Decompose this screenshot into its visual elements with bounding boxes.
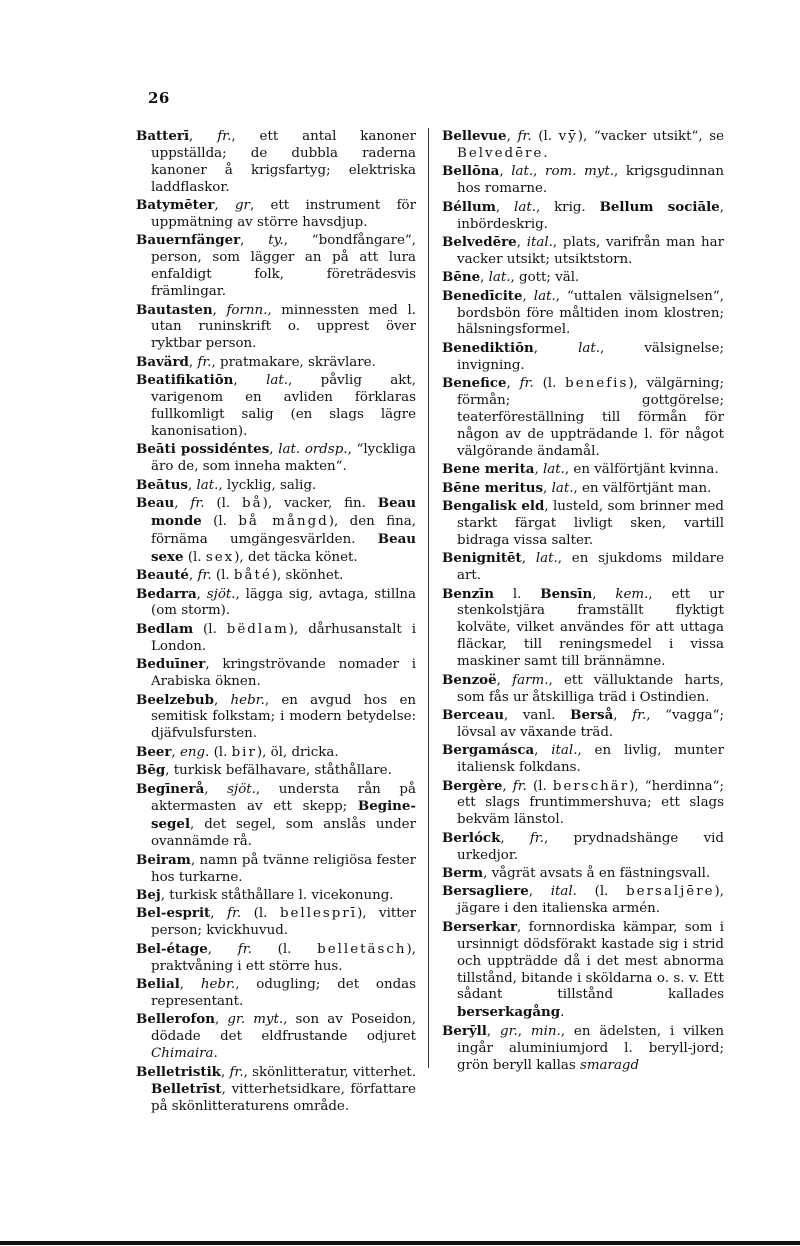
left-column	[136, 128, 416, 1117]
entry-abbreviation: lat.	[511, 164, 534, 180]
entry-text: , en livlig, munter italiensk folkdans.	[457, 743, 724, 776]
entry-text: ), vitter person; kvickhuvud.	[151, 906, 416, 939]
entry-text: ), det täcka könet.	[234, 549, 358, 565]
entry-text: , pratmakare, skrävlare.	[211, 354, 376, 370]
entry-abbreviation: hebr.	[200, 977, 236, 992]
entry-text: (l.	[201, 513, 239, 529]
entry-text: .	[543, 145, 548, 161]
entry-text: , gott; väl.	[510, 270, 580, 286]
entry-text: (l.	[251, 941, 318, 957]
entry-headword: Berȳll	[442, 1022, 487, 1039]
entry-headword: Bedlam	[136, 620, 194, 637]
entry-abbreviation: ty.	[268, 233, 284, 249]
entry-text: ,	[496, 672, 513, 688]
entry-text: , lusteld, som brinner med starkt färgat livligt sken, vartill bidraga vissa salter.	[457, 499, 724, 548]
entry-abbreviation: lat.	[266, 373, 288, 389]
entry-headword: Bēne meritus	[442, 479, 544, 496]
entry-text: , vitterhetsidkare, författare på skönlitteraturens område.	[151, 1082, 416, 1115]
dictionary-entry	[136, 477, 416, 495]
entry-text: ,	[240, 233, 269, 249]
entry-abbreviation: eng.	[179, 744, 210, 760]
entry-text: ,	[179, 977, 201, 992]
entry-text: (l.	[211, 568, 234, 584]
entry-text: (l.	[533, 376, 566, 392]
dictionary-entry	[442, 1023, 724, 1075]
entry-text: , odugling; det ondas representant.	[151, 977, 417, 1009]
entry-abbreviation: smaragd	[579, 1057, 640, 1073]
entry-abbreviation: rom. myt.	[545, 164, 614, 180]
entry-text: ,	[495, 199, 515, 215]
entry-text: ,	[528, 884, 551, 900]
dictionary-entry	[136, 905, 416, 940]
entry-headword: Belvedēre	[442, 233, 517, 250]
entry-headword: Begīnerå	[136, 780, 205, 797]
entry-headword: Belial	[136, 976, 180, 992]
dictionary-entry	[442, 340, 724, 375]
entry-text: ,	[522, 288, 534, 304]
entry-text: ,	[214, 692, 231, 708]
entry-text: (l.	[204, 496, 243, 512]
entry-headword: Benzoë	[442, 671, 497, 688]
entry-headword: Benedīcite	[442, 287, 523, 304]
entry-headword: Bensīn	[540, 585, 593, 602]
entry-abbreviation: lat.	[551, 480, 574, 496]
entry-headword: Beiram	[136, 851, 191, 868]
entry-pronunciation: bå mångd	[238, 513, 329, 529]
entry-text: .	[560, 1005, 565, 1021]
entry-abbreviation: sjöt.	[227, 781, 256, 797]
entry-text: , fornnordiska kämpar, som i ursinnigt dödsförakt kastade sig i strid och uppträdde då i det mest abnorma tillstånd, bitande i sköldarna o. s. v. Ett sådant tillstånd kallades	[457, 919, 724, 1003]
dictionary-entry	[442, 461, 724, 479]
entry-pronunciation: bersaljēre	[626, 884, 715, 900]
entry-abbreviation: fr.	[190, 496, 205, 512]
dictionary-entry	[442, 742, 724, 777]
entry-text: , namn på tvänne religiösa fester hos turkarne.	[151, 852, 416, 885]
entry-headword: Bergamásca	[442, 742, 535, 759]
entry-headword: Beau monde	[151, 495, 416, 529]
dictionary-entry	[136, 781, 416, 852]
entry-text: , påvlig akt, varigenom en avliden förklaras fullkomligt salig (en slags lägre kanonisation).	[151, 373, 417, 439]
entry-text: , en välförtjänt man.	[573, 480, 712, 496]
dictionary-entry	[136, 852, 416, 887]
entry-headword: Beduīner	[136, 656, 206, 673]
entry-abbreviation: ital.	[550, 884, 577, 900]
entry-text: ), praktvåning i ett större hus.	[151, 941, 416, 974]
entry-text: l.	[494, 586, 541, 602]
dictionary-entry	[136, 495, 416, 567]
entry-headword: Bēne	[442, 269, 481, 286]
dictionary-entry	[442, 234, 724, 269]
entry-headword: Bauernfänger	[136, 232, 241, 249]
entry-headword: Bedarra	[136, 585, 197, 602]
dictionary-entry	[136, 372, 416, 441]
entry-text: , prydnadshänge vid urkedjor.	[457, 830, 724, 863]
entry-headword: Belletrīst	[151, 1081, 222, 1098]
dictionary-entry	[442, 128, 724, 163]
entry-text: , skönlitteratur, vitterhet.	[243, 1064, 417, 1080]
entry-headword: Bellōna	[442, 163, 500, 180]
entry-text: , en sjukdoms mildare art.	[457, 551, 725, 584]
bottom-edge-line	[0, 1241, 800, 1245]
entry-abbreviation: Chimaira	[151, 1046, 214, 1062]
dictionary-entry	[136, 762, 416, 780]
entry-headword: Beelzebub	[136, 691, 215, 708]
dictionary-entry	[136, 656, 416, 691]
entry-headword: Beāti possidéntes	[136, 441, 270, 458]
dictionary-entry	[442, 163, 724, 198]
entry-pronunciation: bå	[242, 496, 263, 512]
entry-headword: Berceau	[442, 706, 504, 723]
entry-abbreviation: lat.	[196, 477, 219, 493]
entry-headword: Benediktiōn	[442, 339, 534, 356]
entry-text: ,	[189, 129, 218, 144]
entry-abbreviation: gr.	[500, 1023, 518, 1039]
entry-text: ,	[534, 743, 552, 759]
entry-headword: Béllum	[442, 198, 496, 215]
entry-text: ,	[517, 1023, 531, 1039]
entry-abbreviation: fr.	[197, 568, 212, 584]
dictionary-entry	[442, 919, 724, 1022]
entry-headword: Bellevue	[442, 128, 507, 144]
entry-headword: Beauté	[136, 567, 189, 584]
entry-abbreviation: hebr.	[230, 692, 265, 708]
entry-headword: Beatifikatiōn	[136, 372, 234, 389]
entry-text: , ett instrument för uppmätning av större havsdjup.	[151, 198, 416, 231]
entry-text: , turkisk ståthållare l. vicekonung.	[160, 887, 394, 903]
entry-headword: Begine-segel	[151, 798, 416, 833]
entry-headword: Beer	[136, 743, 172, 760]
entry-text: ,	[210, 906, 227, 922]
entry-text: (l.	[183, 549, 206, 565]
entry-headword: Bel-esprit	[136, 905, 211, 922]
entry-abbreviation: gr	[234, 198, 250, 214]
entry-text: ), dårhusanstalt i London.	[151, 621, 416, 654]
entry-abbreviation: gr. myt.	[227, 1012, 284, 1028]
entry-abbreviation: min.	[530, 1023, 561, 1039]
entry-headword: Bel-étage	[136, 940, 208, 957]
entry-text: ,	[521, 551, 536, 567]
entry-headword: Batymēter	[136, 197, 215, 214]
entry-text: ,	[480, 270, 489, 286]
entry-text: ,	[233, 373, 267, 389]
dictionary-entry	[136, 887, 416, 905]
entry-text: , minnessten med l. utan runinskrift o. upprest över ryktbar person.	[151, 302, 416, 352]
entry-pronunciation: belletäsch	[317, 941, 407, 957]
dictionary-entry	[442, 498, 724, 550]
entry-headword: Belletristik	[136, 1063, 221, 1080]
dictionary-entry	[442, 199, 724, 234]
entry-text: ,	[214, 198, 235, 214]
entry-abbreviation: fr.	[229, 1064, 244, 1080]
entry-text: ,	[214, 1012, 228, 1028]
entry-abbreviation: lat.	[533, 288, 556, 304]
dictionary-entry	[136, 441, 416, 476]
entry-pronunciation: berschär	[552, 778, 630, 794]
entry-headword: Berså	[570, 706, 614, 723]
entry-text: , en avgud hos en semitisk folkstam; i modern betydelse: djäfvulsfursten.	[151, 692, 416, 742]
entry-text: (l.	[193, 621, 227, 637]
entry-text: ), öl, dricka.	[256, 744, 339, 760]
entry-pronunciation: sex	[205, 549, 235, 565]
entry-headword: Bellerofon	[136, 1011, 215, 1028]
entry-headword: Benzīn	[442, 585, 494, 602]
entry-abbreviation: fr.	[227, 906, 242, 922]
entry-text: , vanl.	[503, 707, 571, 723]
entry-text: , ett ur stenkolstjära framställt flyktigt kolväte, vilket användes för att uttaga fläckar, till reningsmedel i vissa maskiner samt till brännämne.	[457, 586, 725, 670]
entry-text: , en välförtjänt kvinna.	[564, 462, 719, 478]
entry-text: , inbördeskrig.	[457, 199, 725, 232]
entry-text: ,	[506, 129, 518, 144]
entry-text: ,	[207, 941, 238, 957]
entry-headword: Bej	[136, 886, 161, 903]
entry-text: ,	[171, 744, 180, 760]
dictionary-entry	[136, 302, 416, 354]
dictionary-entry	[442, 586, 724, 672]
entry-text: ,	[174, 496, 191, 512]
entry-text: ,	[533, 164, 546, 180]
entry-text: , välsignelse; invigning.	[457, 340, 724, 373]
entry-headword: Bergère	[442, 777, 503, 794]
dictionary-entry	[442, 865, 724, 883]
entry-abbreviation: fr.	[632, 707, 647, 723]
dictionary-entry	[442, 672, 724, 707]
entry-text: , turkisk befälhavare, ståthållare.	[165, 763, 392, 779]
entry-pronunciation: vȳ	[558, 129, 578, 144]
entry-text: ,	[499, 164, 512, 180]
entry-text: .	[213, 1046, 218, 1062]
dictionary-entry	[442, 550, 724, 585]
dictionary-entry	[442, 883, 724, 918]
entry-text: ,	[188, 568, 198, 584]
entry-abbreviation: ital.	[551, 743, 578, 759]
entry-abbreviation: sjöt.	[206, 586, 236, 602]
entry-text: ), “vacker utsikt“, se	[577, 129, 725, 144]
entry-headword: Berserkar	[442, 918, 518, 935]
dictionary-entry	[136, 621, 416, 656]
dictionary-entry	[136, 1064, 416, 1117]
entry-text: ), den fina, förnäma umgängesvärlden.	[151, 513, 417, 547]
entry-text: ,	[187, 477, 197, 493]
entry-abbreviation: lat.	[488, 270, 511, 286]
entry-text: , “vagga“; lövsal av växande träd.	[457, 707, 724, 740]
entry-pronunciation: bëdlam	[226, 621, 289, 637]
entry-abbreviation: farm.	[512, 672, 549, 688]
entry-text: , understa rån på aktermasten av ett skepp;	[151, 781, 416, 815]
entry-pronunciation: benefis	[565, 376, 629, 392]
entry-headword: Bavärd	[136, 353, 189, 370]
entry-text: , det segel, som anslås under ovannämde rå.	[151, 817, 416, 850]
entry-text: ), “herdinna“; ett slags fruntimmershuva; ett slags bekväm länstol.	[457, 778, 725, 828]
right-column	[442, 128, 724, 1075]
entry-headword: Bellum sociāle	[599, 198, 720, 215]
entry-text: ,	[486, 1023, 500, 1039]
column-divider	[428, 128, 429, 1068]
entry-abbreviation: lat.	[542, 462, 565, 478]
entry-text: (l.	[576, 884, 627, 900]
entry-pronunciation: Belvedēre	[457, 145, 544, 161]
dictionary-entry	[442, 830, 724, 865]
entry-text: , son av Poseidon, dödade det eldfrustande odjuret	[151, 1012, 417, 1045]
dictionary-entry	[136, 586, 416, 621]
entry-text: (l.	[531, 129, 559, 144]
entry-headword: Benefice	[442, 375, 507, 392]
dictionary-entry	[136, 941, 416, 976]
dictionary-entry	[442, 480, 724, 498]
dictionary-entry	[136, 197, 416, 232]
entry-text: , ett antal kanoner uppställda; de dubbla raderna kanoner å krigsfartyg; elektriska laddflaskor.	[151, 129, 417, 195]
entry-text: ), välgärning; förmån; gottgörelse; teaterföreställning till förmån för någon av de uppträdande l. för något välgörande ändamål.	[457, 376, 725, 459]
entry-headword: Bautasten	[136, 301, 213, 318]
entry-text: ,	[500, 830, 530, 846]
dictionary-entry	[442, 269, 724, 287]
entry-abbreviation: fornn.	[226, 302, 268, 318]
entry-headword: Berlóck	[442, 829, 501, 846]
dictionary-entry	[442, 778, 724, 830]
entry-headword: Batterī	[136, 128, 190, 144]
entry-headword: Berm	[442, 865, 484, 882]
entry-text: , lägga sig, avtaga, stillna (om storm).	[151, 586, 417, 619]
entry-headword: Beātus	[136, 476, 188, 493]
entry-text: ,	[188, 354, 198, 370]
entry-headword: Bersagliere	[442, 883, 529, 900]
entry-text: , “bondfångare“, person, som lägger an på att lura enfaldigt folk, företrädesvis främlingar.	[151, 233, 416, 300]
entry-text: , en ädelsten, i vilken ingår aluminiumjord l. beryll-jord; grön beryll kallas	[457, 1023, 724, 1073]
entry-text: ,	[204, 781, 228, 797]
entry-text: , ett välluktande harts, som fås ur åtskilliga träd i Ostindien.	[457, 672, 724, 705]
dictionary-entry	[442, 707, 724, 742]
dictionary-entry	[136, 692, 416, 744]
entry-abbreviation: lat.	[535, 551, 558, 567]
entry-text: ), vacker, fin.	[262, 496, 378, 512]
entry-text: , vågrät avsats å en fästningsvall.	[483, 866, 711, 882]
dictionary-entry	[442, 288, 724, 340]
dictionary-entry	[136, 744, 416, 762]
entry-text: ,	[196, 586, 207, 602]
entry-abbreviation: fr.	[197, 354, 212, 370]
entry-abbreviation: fr.	[237, 941, 252, 957]
entry-text: ,	[533, 340, 579, 356]
entry-text: ,	[516, 234, 527, 250]
dictionary-entry	[136, 1011, 416, 1063]
entry-text: (l.	[241, 906, 280, 922]
entry-abbreviation: ital.	[526, 234, 553, 250]
entry-abbreviation: lat. ordsp.	[278, 442, 348, 458]
entry-abbreviation: fr.	[529, 830, 544, 846]
entry-abbreviation: fr.	[217, 129, 232, 144]
entry-abbreviation: kem.	[615, 586, 649, 602]
page-number: 26	[148, 89, 170, 107]
entry-text: ,	[613, 707, 633, 723]
entry-text: ,	[502, 778, 513, 794]
entry-abbreviation: lat.	[578, 340, 600, 356]
entry-text: ,	[534, 462, 543, 478]
entry-text: , “lyckliga äro de, som inneha makten“.	[151, 442, 416, 475]
entry-headword: Beau sexe	[151, 530, 416, 565]
dictionary-entry	[442, 375, 724, 461]
entry-headword: Beau	[136, 495, 175, 512]
entry-text: (l.	[209, 744, 232, 760]
entry-headword: Benignitēt	[442, 550, 522, 567]
entry-text: , krigsgudinnan hos romarne.	[457, 164, 725, 197]
entry-abbreviation: fr.	[519, 376, 534, 392]
entry-headword: Bēg	[136, 762, 166, 779]
dictionary-entry	[136, 354, 416, 372]
entry-abbreviation: fr.	[517, 129, 532, 144]
entry-text: ,	[220, 1064, 230, 1080]
dictionary-entry	[136, 232, 416, 301]
entry-text: , kringströvande nomader i Arabiska öknen.	[151, 657, 416, 690]
entry-text: ,	[543, 480, 552, 496]
entry-text: ), jägare i den italienska armén.	[457, 884, 725, 917]
entry-abbreviation: fr.	[512, 778, 527, 794]
entry-text: ,	[269, 442, 279, 458]
dictionary-entry	[136, 976, 416, 1011]
entry-pronunciation: bellesprī	[279, 906, 358, 922]
entry-text: ,	[506, 376, 520, 392]
entry-headword: berserkagång	[457, 1004, 561, 1021]
entry-text: , lycklig, salig.	[218, 477, 317, 493]
dictionary-entry	[136, 128, 416, 197]
entry-text: ,	[592, 586, 616, 602]
entry-headword: Bengalisk eld	[442, 498, 545, 515]
entry-text: , “uttalen välsignelsen“, bordsbön före måltiden inom klostren; hälsningsformel.	[457, 288, 724, 338]
entry-text: , plats, varifrån man har vacker utsikt; utsiktstorn.	[457, 234, 725, 267]
entry-abbreviation: lat.	[514, 199, 536, 215]
entry-pronunciation: bir	[231, 744, 257, 760]
entry-text: ), skönhet.	[271, 568, 344, 584]
entry-text: , krig.	[535, 199, 600, 215]
dictionary-entry	[136, 567, 416, 585]
entry-text: (l.	[526, 778, 553, 794]
entry-pronunciation: båté	[233, 568, 272, 584]
entry-headword: Bene merita	[442, 461, 535, 478]
entry-text: ,	[212, 302, 227, 318]
